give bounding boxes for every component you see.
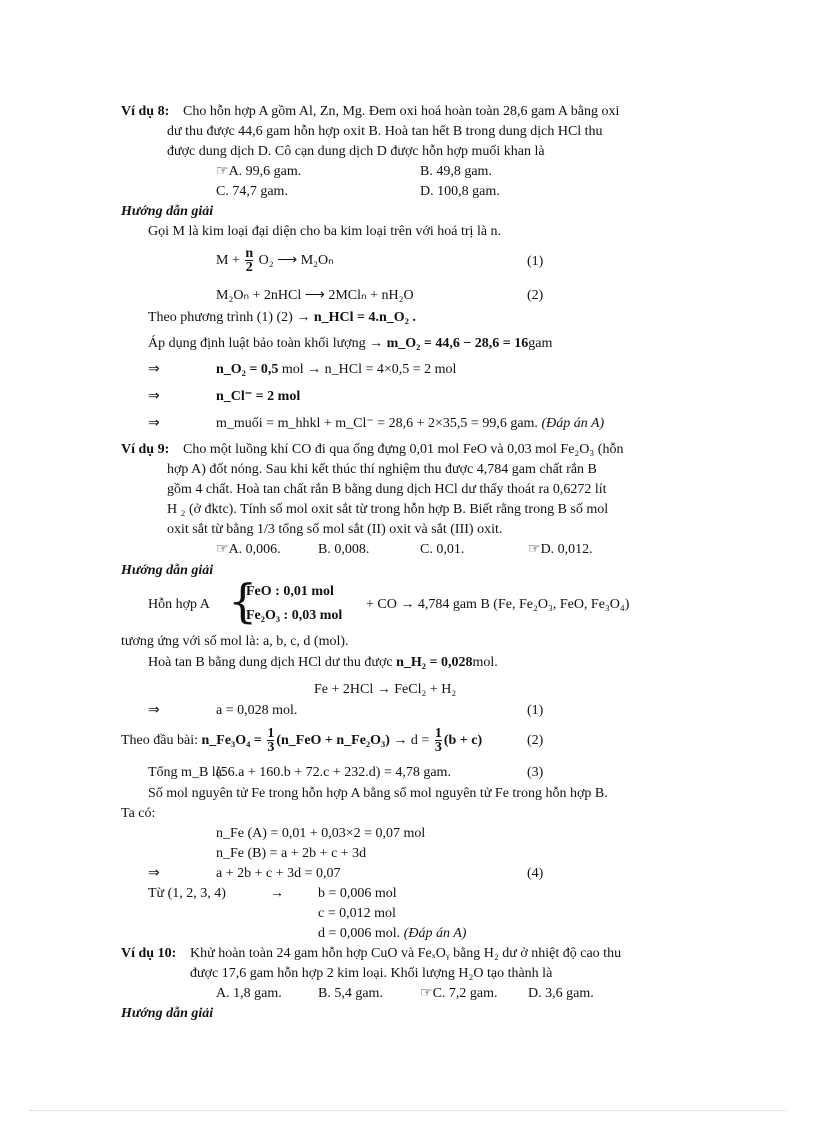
ex8-option-d: D. 100,8 gam. bbox=[420, 184, 500, 199]
ex9-line4: H ₂ (ở đktc). Tính số mol oxit sắt từ trong hỗn hợp B. Biết rằng trong B số mol bbox=[167, 502, 609, 517]
fraction-one-third-2: $\frac{1}{3}$ bbox=[434, 726, 442, 756]
ex8-option-c: C. 74,7 gam. bbox=[216, 184, 288, 199]
fraction-n-over-2: $\frac{n}{2}$ bbox=[245, 246, 254, 276]
ex9-t3: a = 0,028 mol. bbox=[216, 703, 298, 718]
ex9-t4: Theo đầu bài: n_Fe₃O₄ = $\frac{1}{3}$ (n_FeO + n_Fe₂O₃) → d = $\frac{1}{3}$ (b + c) bbox=[121, 726, 483, 756]
ex8-eq2: M₂Oₙ + 2nHCl ⟶ 2MClₙ + nH₂O bbox=[216, 288, 414, 303]
ex9-implies-2: ⇒ bbox=[148, 866, 160, 881]
ex10-label: Ví dụ 10: bbox=[121, 946, 177, 961]
ex8-guide-heading: Hướng dẫn giải bbox=[121, 204, 214, 219]
ex8-option-a: ☞A. 99,6 gam. bbox=[216, 164, 302, 179]
ex8-implies-2: ⇒ bbox=[148, 389, 160, 404]
ex8-eq2-number: (2) bbox=[527, 288, 544, 303]
ex10-line2: được 17,6 gam hỗn hợp 2 kim loại. Khối lượng H₂O tạo thành là bbox=[190, 966, 553, 981]
ex9-mix-a-label: Hỗn hợp A bbox=[148, 597, 210, 612]
ex9-t10-number: (4) bbox=[527, 866, 544, 881]
ex9-t2: Hoà tan B bằng dung dịch HCl dư thu được n_H₂ = 0,028mol. bbox=[148, 655, 498, 670]
ex9-line1: Cho một luồng khí CO đi qua ống đựng 0,01 mol FeO và 0,03 mol Fe₂O₃ (hỗn bbox=[183, 442, 624, 457]
ex9-t5-number: (3) bbox=[527, 765, 544, 780]
fraction-one-third: $\frac{1}{3}$ bbox=[267, 726, 275, 756]
answer-marker-icon: ☞ bbox=[216, 164, 229, 179]
ex8-step5: n_Cl⁻ = 2 mol bbox=[216, 389, 301, 404]
ex8-eq1: M + $\frac{n}{2}$ O₂ ⟶ M₂Oₙ bbox=[216, 246, 334, 276]
page-footer-divider bbox=[30, 1110, 786, 1111]
ex8-line3: được dung dịch D. Cô cạn dung dịch D được hỗn hợp muối khan là bbox=[167, 144, 545, 159]
answer-marker-icon: ☞ bbox=[420, 986, 433, 1001]
ex8-implies-1: ⇒ bbox=[148, 362, 160, 377]
ex9-feo: FeO : 0,01 mol bbox=[246, 584, 334, 599]
ex9-t5-label: Tổng m_B là: bbox=[148, 765, 226, 780]
ex9-t3-number: (1) bbox=[527, 703, 544, 718]
ex10-option-d: D. 3,6 gam. bbox=[528, 986, 594, 1001]
ex8-step3: Áp dụng định luật bảo toàn khối lượng → m_O₂ = 44,6 − 28,6 = 16gam bbox=[148, 336, 553, 351]
ex8-line1: Cho hỗn hợp A gồm Al, Zn, Mg. Đem oxi hoá hoàn toàn 28,6 gam A bằng oxi bbox=[183, 104, 620, 119]
ex9-line3: gồm 4 chất. Hoà tan chất rắn B bằng dung dịch HCl dư thấy thoát ra 0,6272 lít bbox=[167, 482, 607, 497]
ex9-t1: tương ứng với số mol là: a, b, c, d (mol). bbox=[121, 634, 349, 649]
ex9-t11-arrow: → bbox=[270, 886, 284, 901]
ex9-t7: Ta có: bbox=[121, 806, 156, 821]
ex9-t13: d = 0,006 mol. (Đáp án A) bbox=[318, 926, 467, 941]
ex8-step6: m_muối = m_hhkl + m_Cl⁻ = 28,6 + 2×35,5 = 99,6 gam. (Đáp án A) bbox=[216, 416, 605, 431]
ex9-t8: n_Fe (A) = 0,01 + 0,03×2 = 0,07 mol bbox=[216, 826, 426, 841]
answer-marker-icon: ☞ bbox=[216, 542, 229, 557]
ex9-guide-heading: Hướng dẫn giải bbox=[121, 563, 214, 578]
ex9-line5: oxit sắt từ bằng 1/3 tổng số mol sắt (II) oxit và sắt (III) oxit. bbox=[167, 522, 503, 537]
ex8-step1: Gọi M là kim loại đại diện cho ba kim loại trên với hoá trị là n. bbox=[148, 224, 502, 239]
ex8-step2: Theo phương trình (1) (2) → n_HCl = 4.n_O₂ . bbox=[148, 310, 416, 325]
ex9-reaction: Fe + 2HCl → FeCl₂ + H₂ bbox=[314, 682, 457, 697]
ex9-implies-1: ⇒ bbox=[148, 703, 160, 718]
ex10-option-a: A. 1,8 gam. bbox=[216, 986, 282, 1001]
ex9-option-a: ☞A. 0,006. bbox=[216, 542, 281, 557]
ex9-t12: c = 0,012 mol bbox=[318, 906, 396, 921]
ex9-t11: b = 0,006 mol bbox=[318, 886, 397, 901]
ex9-t11-label: Từ (1, 2, 3, 4) bbox=[148, 886, 226, 901]
ex8-option-b: B. 49,8 gam. bbox=[420, 164, 492, 179]
ex8-eq1-number: (1) bbox=[527, 254, 544, 269]
ex9-line2: hợp A) đốt nóng. Sau khi kết thúc thí nghiệm thu được 4,784 gam chất rắn B bbox=[167, 462, 597, 477]
ex10-line1: Khử hoàn toàn 24 gam hỗn hợp CuO và FeₓOᵧ bằng H₂ dư ở nhiệt độ cao thu bbox=[190, 946, 622, 961]
ex8-line2: dư thu được 44,6 gam hỗn hợp oxit B. Hoà tan hết B trong dung dịch HCl thu bbox=[167, 124, 603, 139]
brace-icon: { bbox=[228, 574, 258, 628]
ex9-option-d: ☞D. 0,012. bbox=[528, 542, 593, 557]
answer-marker-icon: ☞ bbox=[528, 542, 541, 557]
ex8-step4: n_O₂ = 0,5 mol → n_HCl = 4×0,5 = 2 mol bbox=[216, 362, 457, 377]
ex9-t10: a + 2b + c + 3d = 0,07 bbox=[216, 866, 341, 881]
ex10-guide-heading: Hướng dẫn giải bbox=[121, 1006, 214, 1021]
ex9-t9: n_Fe (B) = a + 2b + c + 3d bbox=[216, 846, 367, 861]
ex9-label: Ví dụ 9: bbox=[121, 442, 170, 457]
ex8-implies-3: ⇒ bbox=[148, 416, 160, 431]
ex10-option-b: B. 5,4 gam. bbox=[318, 986, 383, 1001]
ex9-option-c: C. 0,01. bbox=[420, 542, 465, 557]
ex9-t5: (56.a + 160.b + 72.c + 232.d) = 4,78 gam. bbox=[216, 765, 451, 780]
ex9-fe2o3: Fe₂O₃ : 0,03 mol bbox=[246, 608, 343, 623]
ex10-option-c: ☞C. 7,2 gam. bbox=[420, 986, 498, 1001]
ex9-t4-number: (2) bbox=[527, 733, 544, 748]
ex9-option-b: B. 0,008. bbox=[318, 542, 370, 557]
ex8-label: Ví dụ 8: bbox=[121, 104, 170, 119]
ex9-t6: Số mol nguyên tử Fe trong hỗn hợp A bằng số mol nguyên tử Fe trong hỗn hợp B. bbox=[148, 786, 608, 801]
ex9-mix-rest: + CO → 4,784 gam B (Fe, Fe₂O₃, FeO, Fe₃O₄) bbox=[366, 597, 630, 612]
